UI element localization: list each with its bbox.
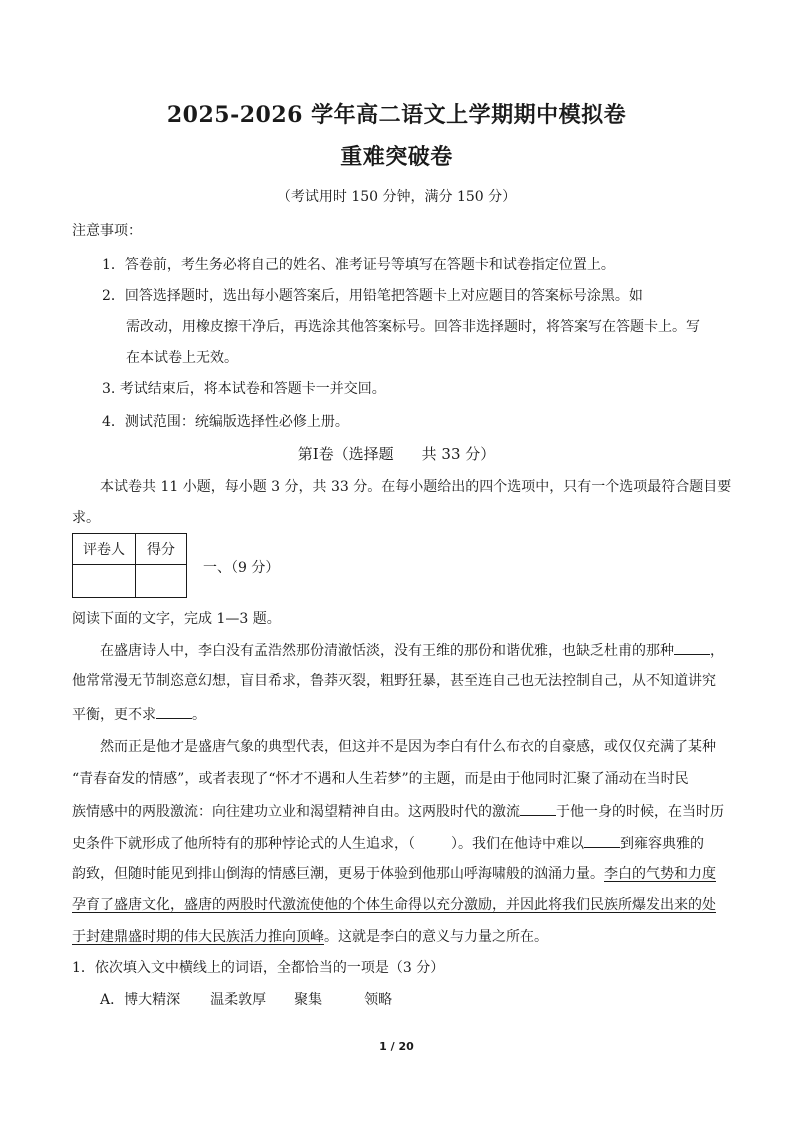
passage-text: 。这就是李白的意义与力量之所在。 [324, 929, 548, 945]
score-table-score-cell [136, 565, 187, 598]
option-word: 聚集 [294, 992, 323, 1008]
fill-blank-2 [156, 704, 192, 719]
question-1-stem: 1．依次填入文中横线上的词语，全都恰当的一项是（3 分） [72, 960, 445, 976]
section-heading [0, 443, 793, 464]
underlined-sentence: 李白的气势和力度 [604, 866, 716, 882]
passage-p2-line-3 [72, 801, 724, 821]
exam-title: 2025-2026 学年高二语文上学期期中模拟卷 [166, 102, 627, 128]
score-table-grader-header: 评卷人 [73, 534, 136, 565]
score-table [72, 533, 187, 598]
passage-p2-line-4 [72, 833, 704, 853]
passage-text: ）。我们在他诗中难以 [451, 836, 584, 852]
passage-text: ， [710, 643, 724, 659]
question-1-option-a [100, 991, 392, 1009]
notice-item-3: 3. 考试结束后，将本试卷和答题卡一并交回。 [102, 381, 386, 397]
notice-heading: 注意事项： [72, 223, 142, 239]
passage-p2-line-2: “青春奋发的情感”，或者表现了“怀才不遇和人生若梦”的主题，而是由于他同时汇聚了涌动在当时民 [72, 771, 689, 787]
fill-blank-3 [520, 801, 556, 816]
notice-item-1: 1．答卷前，考生务必将自己的姓名、准考证号等填写在答题卡和试卷指定位置上。 [102, 257, 615, 273]
passage-text: 到雍容典雅的 [620, 836, 704, 852]
passage-p2-line-5 [72, 865, 716, 883]
passage-p2-line-1: 然而正是他才是盛唐气象的典型代表，但这并不是因为李白有什么布衣的自豪感，或仅仅充满了某种 [100, 739, 716, 755]
notice-item-2-line-3: 在本试卷上无效。 [126, 350, 238, 366]
passage-text: 于他一身的时候，在当时历 [556, 804, 724, 820]
option-word: 领略 [364, 992, 393, 1008]
section-heading-part-a: 第Ⅰ卷（选择题 [297, 445, 394, 463]
fill-blank-1 [674, 640, 710, 655]
section-intro-line-1: 本试卷共 11 小题，每小题 3 分，共 33 分。在每小题给出的四个选项中，只有一个选项最符合题目要 [100, 479, 732, 495]
passage-text: 平衡，更不求 [72, 707, 156, 723]
passage-text: 族情感中的两股激流：向往建功立业和渴望精神自由。这两股时代的激流 [72, 804, 520, 820]
passage-text: 史条件下就形成了他所特有的那种悖论式的人生追求，（ [72, 836, 415, 852]
option-word: 温柔敦厚 [210, 992, 267, 1008]
underlined-sentence: 于封建鼎盛时期的伟大民族活力推向顶峰 [72, 929, 324, 945]
score-table-grader-cell [73, 565, 136, 598]
passage-p1-line-2: 他常常漫无节制恣意幻想，盲目希求，鲁莽灭裂，粗野狂暴，甚至连自己也无法控制自己，从不知道讲究 [72, 673, 716, 689]
passage-p1-line-1 [100, 640, 724, 660]
score-table-score-header: 得分 [136, 534, 187, 565]
passage-text: 在盛唐诗人中，李白没有孟浩然那份清澈恬淡，没有王维的那份和谐优雅，也缺乏杜甫的那种 [100, 643, 674, 659]
section-intro-line-2: 求。 [72, 510, 100, 526]
page-number: 1 / 20 [379, 1040, 414, 1053]
option-label: A． [100, 992, 125, 1008]
exam-info: （考试用时 150 分钟，满分 150 分） [276, 189, 517, 205]
passage-text: 韵致，但随时能见到排山倒海的情感巨潮，更易于体验到他那山呼海啸般的汹涌力量。 [72, 866, 604, 882]
passage-p2-line-7 [72, 928, 548, 946]
passage-p2-line-6: 孕育了盛唐文化，盛唐的两股时代激流使他的个体生命得以充分激励，并因此将我们民族所爆发出来的处 [72, 897, 716, 913]
option-word: 博大精深 [124, 992, 181, 1008]
reading-instruction: 阅读下面的文字，完成 1—3 题。 [72, 611, 281, 627]
notice-item-4: 4．测试范围：统编版选择性必修上册。 [102, 414, 349, 430]
notice-item-2-line-2: 需改动，用橡皮擦干净后，再选涂其他答案标号。回答非选择题时，将答案写在答题卡上。写 [126, 319, 700, 335]
notice-item-2-line-1: 2．回答选择题时，选出每小题答案后，用铅笔把答题卡上对应题目的答案标号涂黑。如 [102, 288, 643, 304]
section-heading-part-b: 共 33 分） [421, 445, 496, 463]
exam-subtitle: 重难突破卷 [340, 144, 453, 170]
passage-p1-line-3 [72, 704, 206, 724]
fill-blank-4 [584, 833, 620, 848]
part-one-label: 一、（9 分） [203, 560, 280, 576]
passage-text: 。 [192, 707, 206, 723]
